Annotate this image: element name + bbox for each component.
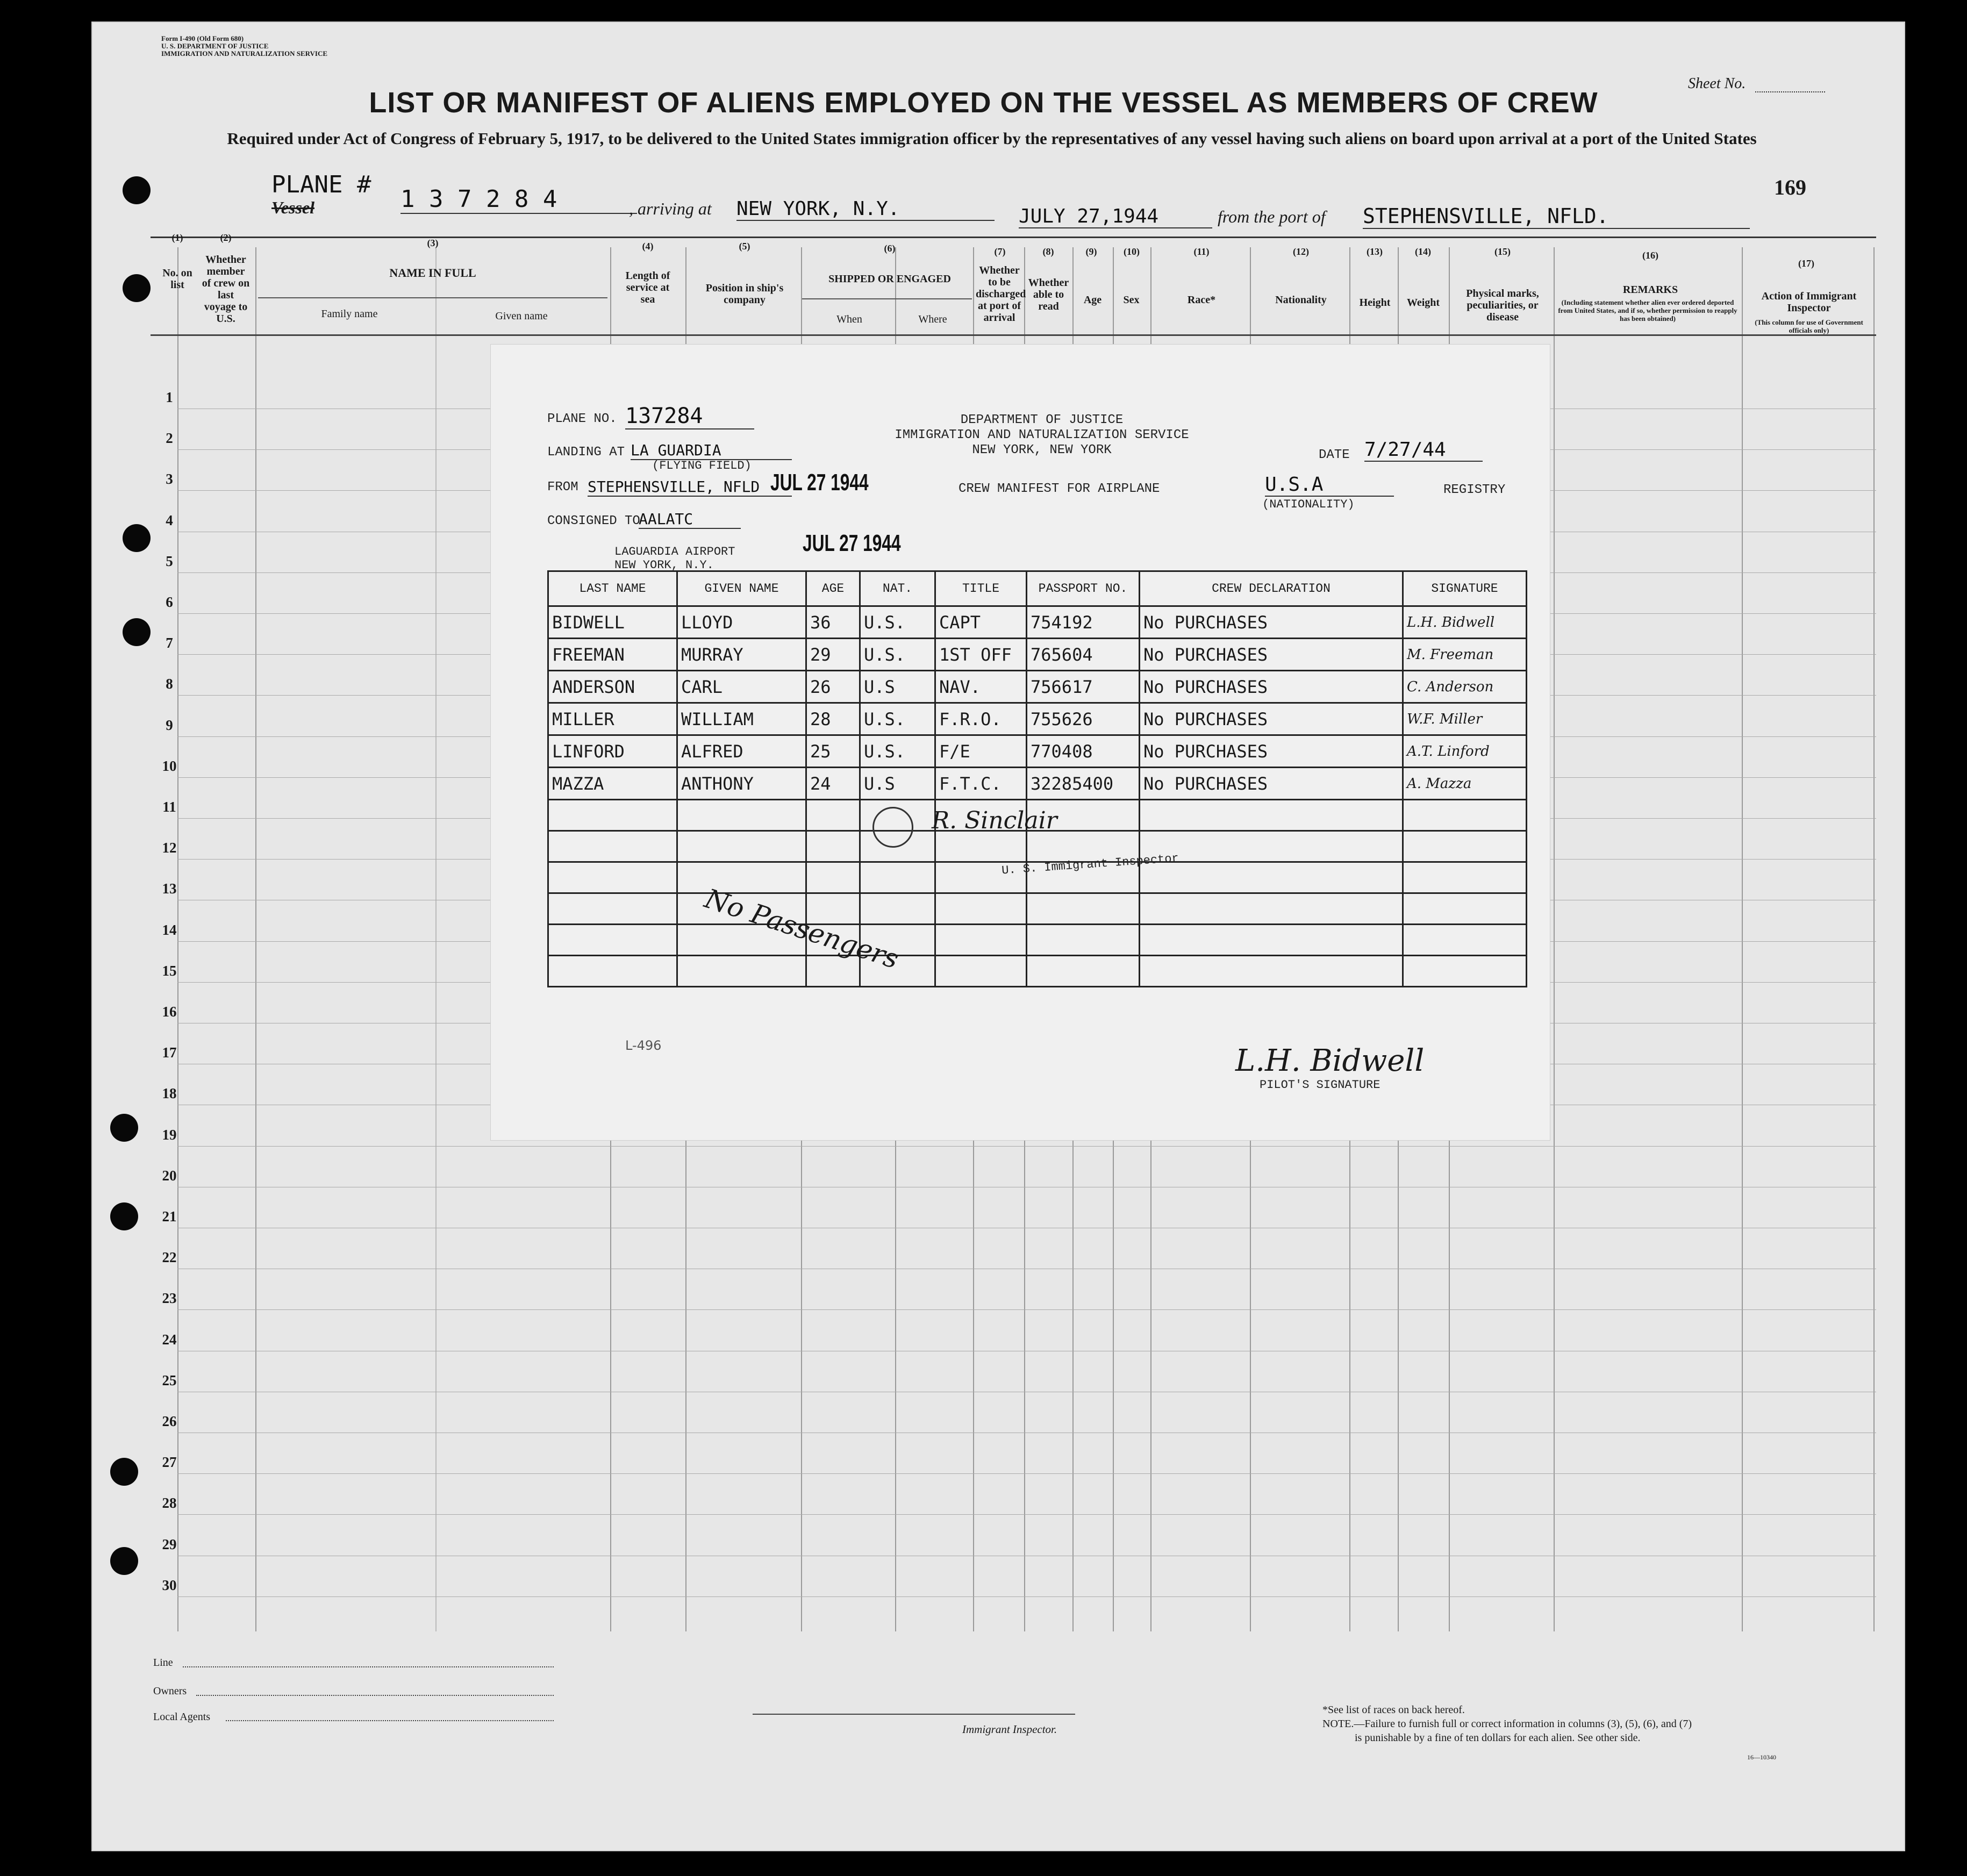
col-13-num: (13): [1367, 246, 1383, 257]
flying-field-label: (FLYING FIELD): [652, 459, 752, 472]
crew-last-name: ANDERSON: [548, 671, 677, 703]
arrival-port: NEW YORK, N.Y.: [736, 198, 995, 221]
row-number: 20: [162, 1167, 177, 1184]
crew-nationality: U.S.: [860, 639, 935, 671]
empty-cell: [1403, 831, 1527, 862]
empty-cell: [548, 862, 677, 893]
empty-cell: [806, 862, 860, 893]
col-8-label: Whether able to read: [1028, 277, 1069, 312]
consigned-value: AALATC: [639, 510, 741, 529]
arriving-label: , arriving at: [629, 199, 712, 218]
dept-line-2: IMMIGRATION AND NATURALIZATION SERVICE: [895, 428, 1189, 442]
crew-nationality: U.S.: [860, 735, 935, 768]
row-number: 25: [162, 1372, 177, 1388]
punch-hole: [110, 1547, 138, 1575]
crew-declaration: No PURCHASES: [1140, 703, 1403, 735]
given-name-header: Given name: [495, 310, 548, 322]
inspector-seal: [872, 807, 913, 848]
date-stamp: JUL 27 1944: [770, 469, 869, 496]
crew-declaration: No PURCHASES: [1140, 735, 1403, 768]
crew-age: 28: [806, 703, 860, 735]
shipped-rule: [802, 298, 972, 299]
landing-value: LA GUARDIA: [631, 441, 792, 460]
footer-code: 16—10340: [1747, 1753, 1776, 1761]
row-number: 19: [162, 1126, 177, 1143]
crew-passport: 765604: [1027, 639, 1140, 671]
crew-title: F.T.C.: [935, 768, 1027, 800]
crew-age: 25: [806, 735, 860, 768]
manifest-title: CREW MANIFEST FOR AIRPLANE: [959, 482, 1160, 496]
pilot-signature: L.H. Bidwell: [1235, 1043, 1425, 1078]
col-2-num: (2): [220, 232, 232, 243]
crew-declaration: No PURCHASES: [1140, 671, 1403, 703]
crew-row: [548, 768, 1527, 800]
empty-cell: [1403, 862, 1527, 893]
punch-hole: [123, 176, 151, 204]
row-number: 2: [166, 430, 173, 447]
row-number: 15: [162, 962, 177, 979]
crew-passport: 756617: [1027, 671, 1140, 703]
crew-given-name: WILLIAM: [677, 703, 806, 735]
crew-row: [548, 606, 1527, 639]
crew-title: 1ST OFF: [935, 639, 1027, 671]
crew-nationality: U.S.: [860, 606, 935, 639]
row-number: 4: [166, 512, 173, 528]
header-title: TITLE: [935, 571, 1027, 606]
empty-cell: [1140, 956, 1403, 987]
crew-nationality: U.S.: [860, 703, 935, 735]
empty-cell: [935, 925, 1027, 956]
row-number: 13: [162, 880, 177, 897]
footer-owners-field: [196, 1695, 554, 1696]
punch-hole: [123, 618, 151, 646]
crew-last-name: LINFORD: [548, 735, 677, 768]
row-number: 28: [162, 1495, 177, 1512]
row-number: 24: [162, 1331, 177, 1348]
punch-hole: [123, 274, 151, 302]
family-name-header: Family name: [321, 308, 378, 320]
footer-note-1: *See list of races on back hereof.: [1322, 1704, 1465, 1716]
row-number: 18: [162, 1085, 177, 1102]
header-passport: PASSPORT NO.: [1027, 571, 1140, 606]
row-number: 30: [162, 1577, 177, 1593]
footer-agents-field: [226, 1720, 554, 1721]
col-1-num: (1): [171, 232, 183, 243]
col-5-num: (5): [739, 241, 750, 252]
col-6-label: SHIPPED OR ENGAGED: [828, 273, 951, 285]
empty-cell: [935, 893, 1027, 925]
remarks-note: (Including statement whether alien ever ordered deported from United States, and if so, whether permission to reapply has been obtained): [1558, 298, 1737, 323]
empty-cell: [1140, 800, 1403, 831]
crew-row: [548, 639, 1527, 671]
header-bottom-rule: [151, 334, 1876, 336]
row-number: 8: [166, 676, 173, 692]
nationality-label: (NATIONALITY): [1262, 498, 1355, 511]
airport-line-1: LAGUARDIA AIRPORT: [614, 545, 735, 558]
crew-last-name: MAZZA: [548, 768, 677, 800]
form-code: L-496: [625, 1038, 662, 1053]
crew-title: F/E: [935, 735, 1027, 768]
crew-given-name: ANTHONY: [677, 768, 806, 800]
row-number: 14: [162, 921, 177, 938]
from-value: STEPHENSVILLE, NFLD: [588, 478, 792, 497]
crew-last-name: MILLER: [548, 703, 677, 735]
shipped-when-header: When: [836, 313, 862, 325]
crew-given-name: LLOYD: [677, 606, 806, 639]
crew-passport: 770408: [1027, 735, 1140, 768]
airport-line-2: NEW YORK, N.Y.: [614, 558, 714, 572]
empty-cell: [935, 956, 1027, 987]
empty-cell: [1140, 925, 1403, 956]
footer-owners-label: Owners: [153, 1685, 187, 1697]
column-divider: [255, 247, 256, 1631]
form-number: Form I-490 (Old Form 680): [161, 34, 244, 42]
crew-row-empty: [548, 893, 1527, 925]
date-label: DATE: [1319, 448, 1350, 462]
pilot-signature-label: PILOT'S SIGNATURE: [1260, 1078, 1381, 1092]
crew-nationality: U.S: [860, 768, 935, 800]
empty-cell: [548, 956, 677, 987]
col-16-num: (16): [1642, 250, 1658, 261]
empty-cell: [548, 831, 677, 862]
inspector-signature: R. Sinclair: [932, 807, 1057, 834]
vessel-number: 1 3 7 2 8 4: [400, 185, 637, 214]
col-10-num: (10): [1124, 246, 1140, 257]
row-number: 27: [162, 1454, 177, 1471]
header-age: AGE: [806, 571, 860, 606]
crew-age: 36: [806, 606, 860, 639]
crew-row: [548, 703, 1527, 735]
row-number: 1: [166, 389, 173, 405]
punch-hole: [110, 1202, 138, 1230]
col-15-num: (15): [1494, 246, 1511, 257]
row-number: 26: [162, 1413, 177, 1429]
header-crew-declaration: CREW DECLARATION: [1140, 571, 1403, 606]
col-5-label: Position in ship's company: [705, 282, 784, 306]
row-number: 9: [166, 717, 173, 733]
footer-line-field: [183, 1666, 554, 1667]
col-8-num: (8): [1042, 246, 1054, 257]
crew-passport: 755626: [1027, 703, 1140, 735]
col-15-label: Physical marks, peculiarities, or disease: [1466, 288, 1539, 323]
col-4-label: Length of service at sea: [625, 270, 670, 305]
arrival-date: JULY 27,1944: [1019, 205, 1212, 228]
row-number: 6: [166, 594, 173, 610]
col-11-label: Race*: [1187, 294, 1216, 306]
col-16-label: REMARKS: [1622, 284, 1678, 296]
crew-row: [548, 671, 1527, 703]
empty-cell: [548, 893, 677, 925]
crew-signature: C. Anderson: [1403, 671, 1527, 703]
crew-signature: A.T. Linford: [1403, 735, 1527, 768]
col-14-num: (14): [1415, 246, 1431, 257]
crew-row-empty: [548, 925, 1527, 956]
dept-line-1: DEPARTMENT OF JUSTICE: [960, 413, 1124, 427]
empty-cell: [1027, 925, 1140, 956]
col-14-label: Weight: [1406, 297, 1440, 309]
col-9-label: Age: [1083, 294, 1102, 306]
column-divider: [1554, 247, 1555, 1631]
row-line: [177, 1596, 1876, 1597]
empty-cell: [1027, 956, 1140, 987]
crew-title: CAPT: [935, 606, 1027, 639]
vessel-label: Vessel: [271, 198, 314, 217]
empty-cell: [548, 800, 677, 831]
crew-signature: L.H. Bidwell: [1403, 606, 1527, 639]
page-number: 169: [1774, 175, 1806, 199]
row-number: 5: [166, 553, 173, 569]
crew-declaration: No PURCHASES: [1140, 639, 1403, 671]
crew-last-name: BIDWELL: [548, 606, 677, 639]
nationality-value: U.S.A: [1265, 474, 1394, 497]
crew-passport: 32285400: [1027, 768, 1140, 800]
landing-label: LANDING AT: [547, 445, 625, 460]
crew-table: [547, 570, 1527, 987]
empty-cell: [1140, 862, 1403, 893]
empty-cell: [935, 831, 1027, 862]
header-signature: SIGNATURE: [1403, 571, 1527, 606]
footer-line-label: Line: [153, 1657, 173, 1669]
empty-cell: [806, 831, 860, 862]
row-number: 12: [162, 840, 177, 856]
crew-given-name: ALFRED: [677, 735, 806, 768]
dept-line-3: NEW YORK, NEW YORK: [972, 443, 1112, 457]
crew-last-name: FREEMAN: [548, 639, 677, 671]
crew-declaration: No PURCHASES: [1140, 768, 1403, 800]
department-name: U. S. DEPARTMENT OF JUSTICE: [161, 42, 269, 50]
row-number: 3: [166, 471, 173, 488]
crew-age: 26: [806, 671, 860, 703]
empty-cell: [806, 800, 860, 831]
header-nat: NAT.: [860, 571, 935, 606]
empty-cell: [548, 925, 677, 956]
from-label: FROM: [547, 480, 578, 495]
page-subtitle: Required under Act of Congress of February 5, 1917, to be delivered to the United States immigration officer by the representatives of any vessel having such aliens on board upon arrival at a port of the United States: [227, 129, 1757, 148]
crew-signature: W.F. Miller: [1403, 703, 1527, 735]
empty-cell: [1403, 925, 1527, 956]
col-3-num: (3): [427, 238, 439, 248]
row-number: 22: [162, 1249, 177, 1266]
row-number: 17: [162, 1044, 177, 1061]
footer-note-3: is punishable by a fine of ten dollars for each alien. See other side.: [1355, 1732, 1641, 1744]
col-11-num: (11): [1193, 246, 1210, 257]
col-7-num: (7): [994, 246, 1006, 257]
crew-title: F.R.O.: [935, 703, 1027, 735]
col-7-label: Whether to be discharged at port of arrival: [976, 264, 1026, 324]
inspector-note: (This column for use of Government officials only): [1755, 318, 1863, 334]
date-value: 7/27/44: [1364, 439, 1483, 462]
col-3-label: NAME IN FULL: [389, 266, 476, 280]
column-divider: [1742, 247, 1743, 1631]
crew-age: 29: [806, 639, 860, 671]
crew-given-name: MURRAY: [677, 639, 806, 671]
col-12-label: Nationality: [1275, 294, 1327, 306]
header-given-name: GIVEN NAME: [677, 571, 806, 606]
plane-no-label: PLANE NO.: [547, 412, 617, 426]
crew-passport: 754192: [1027, 606, 1140, 639]
column-divider: [1873, 247, 1875, 1631]
row-number: 29: [162, 1536, 177, 1552]
consigned-label: CONSIGNED TO: [547, 514, 640, 528]
empty-cell: [1140, 831, 1403, 862]
col-10-label: Sex: [1123, 294, 1140, 306]
crew-manifest-airplane: [490, 344, 1550, 1141]
registry-label: REGISTRY: [1443, 483, 1506, 497]
empty-cell: [860, 862, 935, 893]
crew-row: [548, 735, 1527, 768]
crew-title: NAV.: [935, 671, 1027, 703]
col-2-label: Whether member of crew on last voyage to U.S.: [202, 254, 250, 325]
crew-signature: A. Mazza: [1403, 768, 1527, 800]
crew-table-header: [548, 571, 1527, 606]
col-6-num: (6): [884, 243, 896, 254]
empty-cell: [1140, 893, 1403, 925]
punch-hole: [110, 1458, 138, 1486]
row-number: 10: [162, 757, 177, 774]
inspector-label: U. S. Immigrant Inspector: [1001, 851, 1179, 878]
empty-cell: [1403, 893, 1527, 925]
column-divider: [435, 247, 437, 1631]
plane-handwritten: PLANE #: [271, 171, 371, 198]
name-rule: [258, 297, 607, 298]
empty-cell: [677, 862, 806, 893]
no-passengers-note: No Passengers: [701, 883, 903, 975]
row-number: 11: [162, 799, 176, 815]
col-9-num: (9): [1085, 246, 1097, 257]
row-line: [177, 1473, 1876, 1474]
sheet-number-label: Sheet No.: [1688, 75, 1746, 92]
empty-cell: [677, 800, 806, 831]
col-1-label: No. on list: [162, 267, 192, 291]
col-12-num: (12): [1293, 246, 1309, 257]
row-line: [177, 1309, 1876, 1310]
row-number: 16: [162, 1004, 177, 1020]
service-name: IMMIGRATION AND NATURALIZATION SERVICE: [161, 49, 328, 58]
crew-declaration: No PURCHASES: [1140, 606, 1403, 639]
row-line: [177, 1146, 1876, 1147]
inspector-signature-line: [753, 1714, 1075, 1715]
empty-cell: [1403, 956, 1527, 987]
row-number: 23: [162, 1290, 177, 1307]
crew-given-name: CARL: [677, 671, 806, 703]
header-rule: [151, 237, 1876, 238]
col-17-label: Action of Immigrant Inspector: [1761, 290, 1857, 314]
header-last-name: LAST NAME: [548, 571, 677, 606]
empty-cell: [677, 956, 806, 987]
empty-cell: [860, 893, 935, 925]
footer-agents-label: Local Agents: [153, 1711, 211, 1723]
crew-row-empty: [548, 956, 1527, 987]
from-port-label: from the port of: [1218, 207, 1326, 226]
footer-note-2: NOTE.—Failure to furnish full or correct information in columns (3), (5), (6), and (7): [1322, 1718, 1692, 1730]
row-number: 21: [162, 1208, 177, 1225]
punch-hole: [110, 1114, 138, 1142]
empty-cell: [1027, 893, 1140, 925]
shipped-where-header: Where: [918, 313, 947, 325]
crew-nationality: U.S: [860, 671, 935, 703]
form-identifier: [161, 35, 327, 58]
empty-cell: [677, 831, 806, 862]
col-17-num: (17): [1798, 258, 1814, 269]
punch-hole: [123, 524, 151, 552]
crew-age: 24: [806, 768, 860, 800]
date-stamp: JUL 27 1944: [803, 530, 901, 556]
crew-signature: M. Freeman: [1403, 639, 1527, 671]
row-line: [177, 1514, 1876, 1515]
departure-port: STEPHENSVILLE, NFLD.: [1363, 204, 1750, 229]
crew-row-empty: [548, 831, 1527, 862]
footer-inspector-label: Immigrant Inspector.: [962, 1723, 1057, 1736]
col-4-num: (4): [642, 241, 654, 252]
row-number: 7: [166, 635, 173, 651]
plane-no-value: 137284: [625, 404, 754, 429]
col-13-label: Height: [1359, 297, 1391, 309]
empty-cell: [1403, 800, 1527, 831]
page-title: LIST OR MANIFEST OF ALIENS EMPLOYED ON THE VESSEL AS MEMBERS OF CREW: [369, 87, 1598, 119]
